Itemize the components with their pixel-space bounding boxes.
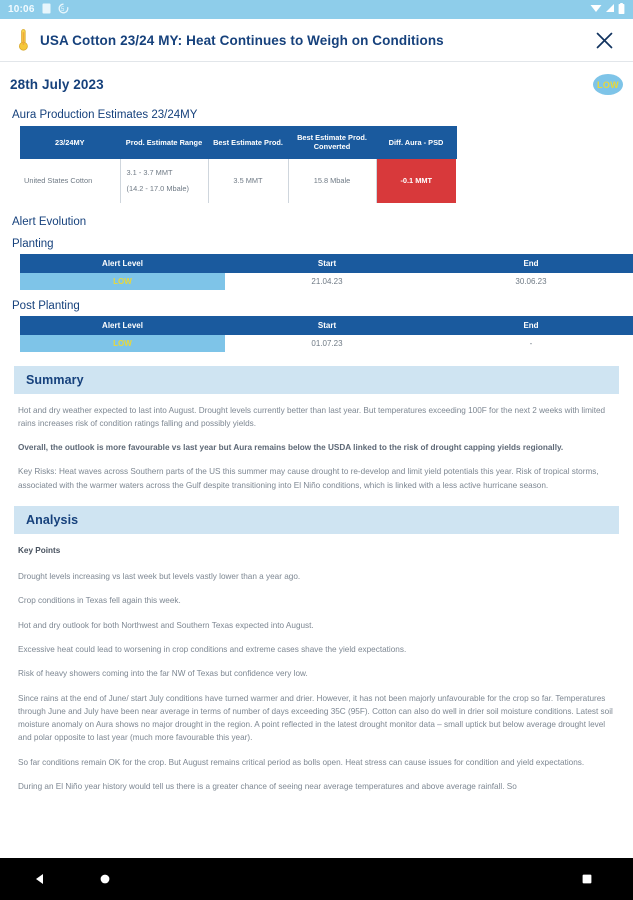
alert-table-planting: [20, 254, 633, 290]
page-title: USA Cotton 23/24 MY: Heat Continues to Weigh on Conditions: [40, 32, 444, 48]
alert-evolution-title: Alert Evolution: [12, 215, 87, 228]
analysis-paragraph-1: Since rains at the end of June/ start July conditions have turned warmer and drier. However, it has not been majorly unfavourable for the crop so far. Temperatures through June and July have been near average in terms of number of days exceeding 35C (95F). Cotton can also do well in drier soil moisture conditions. Latest soil moisture anomaly on Aura shows no major drought in the region. A point reflected in the latest drought monitor data – small uptick but below average drought level and polar opposite to last year (much more favourable this year).: [18, 693, 613, 743]
key-point-1: Drought levels increasing vs last week but levels vastly lower than a year ago.: [18, 572, 301, 582]
cell-converted: 15.8 Mbale: [288, 159, 376, 203]
document-title-bar: [0, 19, 633, 62]
back-triangle-icon: [33, 872, 47, 886]
summary-banner: [14, 366, 619, 394]
analysis-paragraph-3: During an El Niño year history would tell us there is a greater chance of seeing near average temperatures and above average rainfall. So: [18, 782, 517, 791]
summary-paragraph-1: Hot and dry weather expected to last into August. Drought levels currently better than last year. But temperatures exceeding 100F for the next 2 weeks with limited rains increases risk of condition ratings falling and possibly yields.: [18, 405, 606, 428]
status-bar: [0, 0, 633, 19]
table-header-row: [20, 254, 633, 273]
status-bar-right: [590, 3, 625, 17]
cell-end-date: -: [429, 335, 633, 352]
cell-start-date: 01.07.23: [225, 335, 429, 352]
table-row: [20, 335, 633, 352]
analysis-banner: [14, 506, 619, 534]
range-primary: 3.1 - 3.7 MMT: [126, 167, 173, 177]
col-header-end: End: [429, 254, 633, 273]
system-navigation-bar: [0, 858, 633, 900]
alert-group-label-planting: Planting: [12, 237, 54, 250]
recents-button[interactable]: [581, 873, 593, 885]
col-header-alert-level: Alert Level: [20, 254, 225, 273]
col-header-converted: Best Estimate Prod. Converted: [288, 126, 376, 159]
table-row: [20, 159, 456, 203]
col-header-best: Best Estimate Prod.: [208, 126, 288, 159]
svg-text:5: 5: [60, 6, 64, 13]
recents-square-icon: [581, 873, 593, 885]
cell-diff-aura-psd: -0.1 MMT: [376, 159, 456, 203]
signal-icon: [605, 3, 615, 16]
cell-estimate-range: [120, 159, 208, 203]
wifi-icon: [590, 3, 602, 16]
back-button[interactable]: [33, 872, 47, 886]
cell-alert-level: LOW: [20, 273, 225, 290]
production-estimates-table: [20, 126, 457, 203]
key-point-3: Hot and dry outlook for both Northwest and Southern Texas expected into August.: [18, 620, 314, 630]
thermometer-icon: [12, 28, 34, 52]
col-header-range: Prod. Estimate Range: [120, 126, 208, 159]
alert-group-label-post-planting: Post Planting: [12, 299, 80, 312]
cell-alert-level: LOW: [20, 335, 225, 352]
battery-icon: [618, 3, 625, 17]
alert-table-post-planting: [20, 316, 633, 352]
col-header-start: Start: [225, 316, 429, 335]
table-header-row: [20, 316, 633, 335]
close-icon[interactable]: [591, 27, 617, 53]
summary-paragraph-2: Overall, the outlook is more favourable vs last year but Aura remains below the USDA linked to the risk of drought capping yields regionally.: [18, 443, 564, 453]
col-header-my: 23/24MY: [20, 126, 120, 159]
date-row: [10, 74, 623, 95]
status-time: 10:06: [8, 4, 35, 15]
cell-end-date: 30.06.23: [429, 273, 633, 290]
cell-start-date: 21.04.23: [225, 273, 429, 290]
cell-commodity-name: United States Cotton: [20, 159, 120, 203]
document-content[interactable]: [0, 62, 633, 858]
col-header-diff: Diff. Aura - PSD: [376, 126, 456, 159]
home-circle-icon: [99, 873, 111, 885]
sync-icon: [58, 3, 69, 17]
key-point-2: Crop conditions in Texas fell again this week.: [18, 596, 181, 606]
status-badge: LOW: [593, 74, 623, 95]
range-secondary: (14.2 - 17.0 Mbale): [126, 183, 189, 193]
table-header-row: [20, 126, 456, 159]
col-header-start: Start: [225, 254, 429, 273]
summary-paragraph-3: Key Risks: Heat waves across Southern parts of the US this summer may cause drought to re-develop and limit yield potentials this year. Risk of tropical storms, associated with the warmer waters across the Gulf despite transitioning into El Niño conditions, which is linked with a less active hurricane season.: [18, 467, 599, 490]
col-header-end: End: [429, 316, 633, 335]
analysis-paragraph-2: So far conditions remain OK for the crop. But August remains critical period as bolls open. Heat stress can cause issues for condition and yield expectations.: [18, 757, 585, 767]
status-bar-left: [8, 3, 69, 17]
production-section-title: Aura Production Estimates 23/24MY: [12, 109, 198, 121]
analysis-heading: Analysis: [26, 512, 79, 527]
report-date: 28th July 2023: [10, 77, 104, 92]
col-header-alert-level: Alert Level: [20, 316, 225, 335]
clipboard-icon: [42, 3, 51, 17]
table-row: [20, 273, 633, 290]
cell-best-estimate: 3.5 MMT: [208, 159, 288, 203]
home-button[interactable]: [99, 873, 111, 885]
key-points-label: Key Points: [18, 545, 61, 555]
key-point-4: Excessive heat could lead to worsening in crop conditions and extreme cases shave the yield expectations.: [18, 645, 407, 655]
summary-heading: Summary: [26, 372, 84, 387]
key-point-5: Risk of heavy showers coming into the far NW of Texas but confidence very low.: [18, 669, 308, 679]
